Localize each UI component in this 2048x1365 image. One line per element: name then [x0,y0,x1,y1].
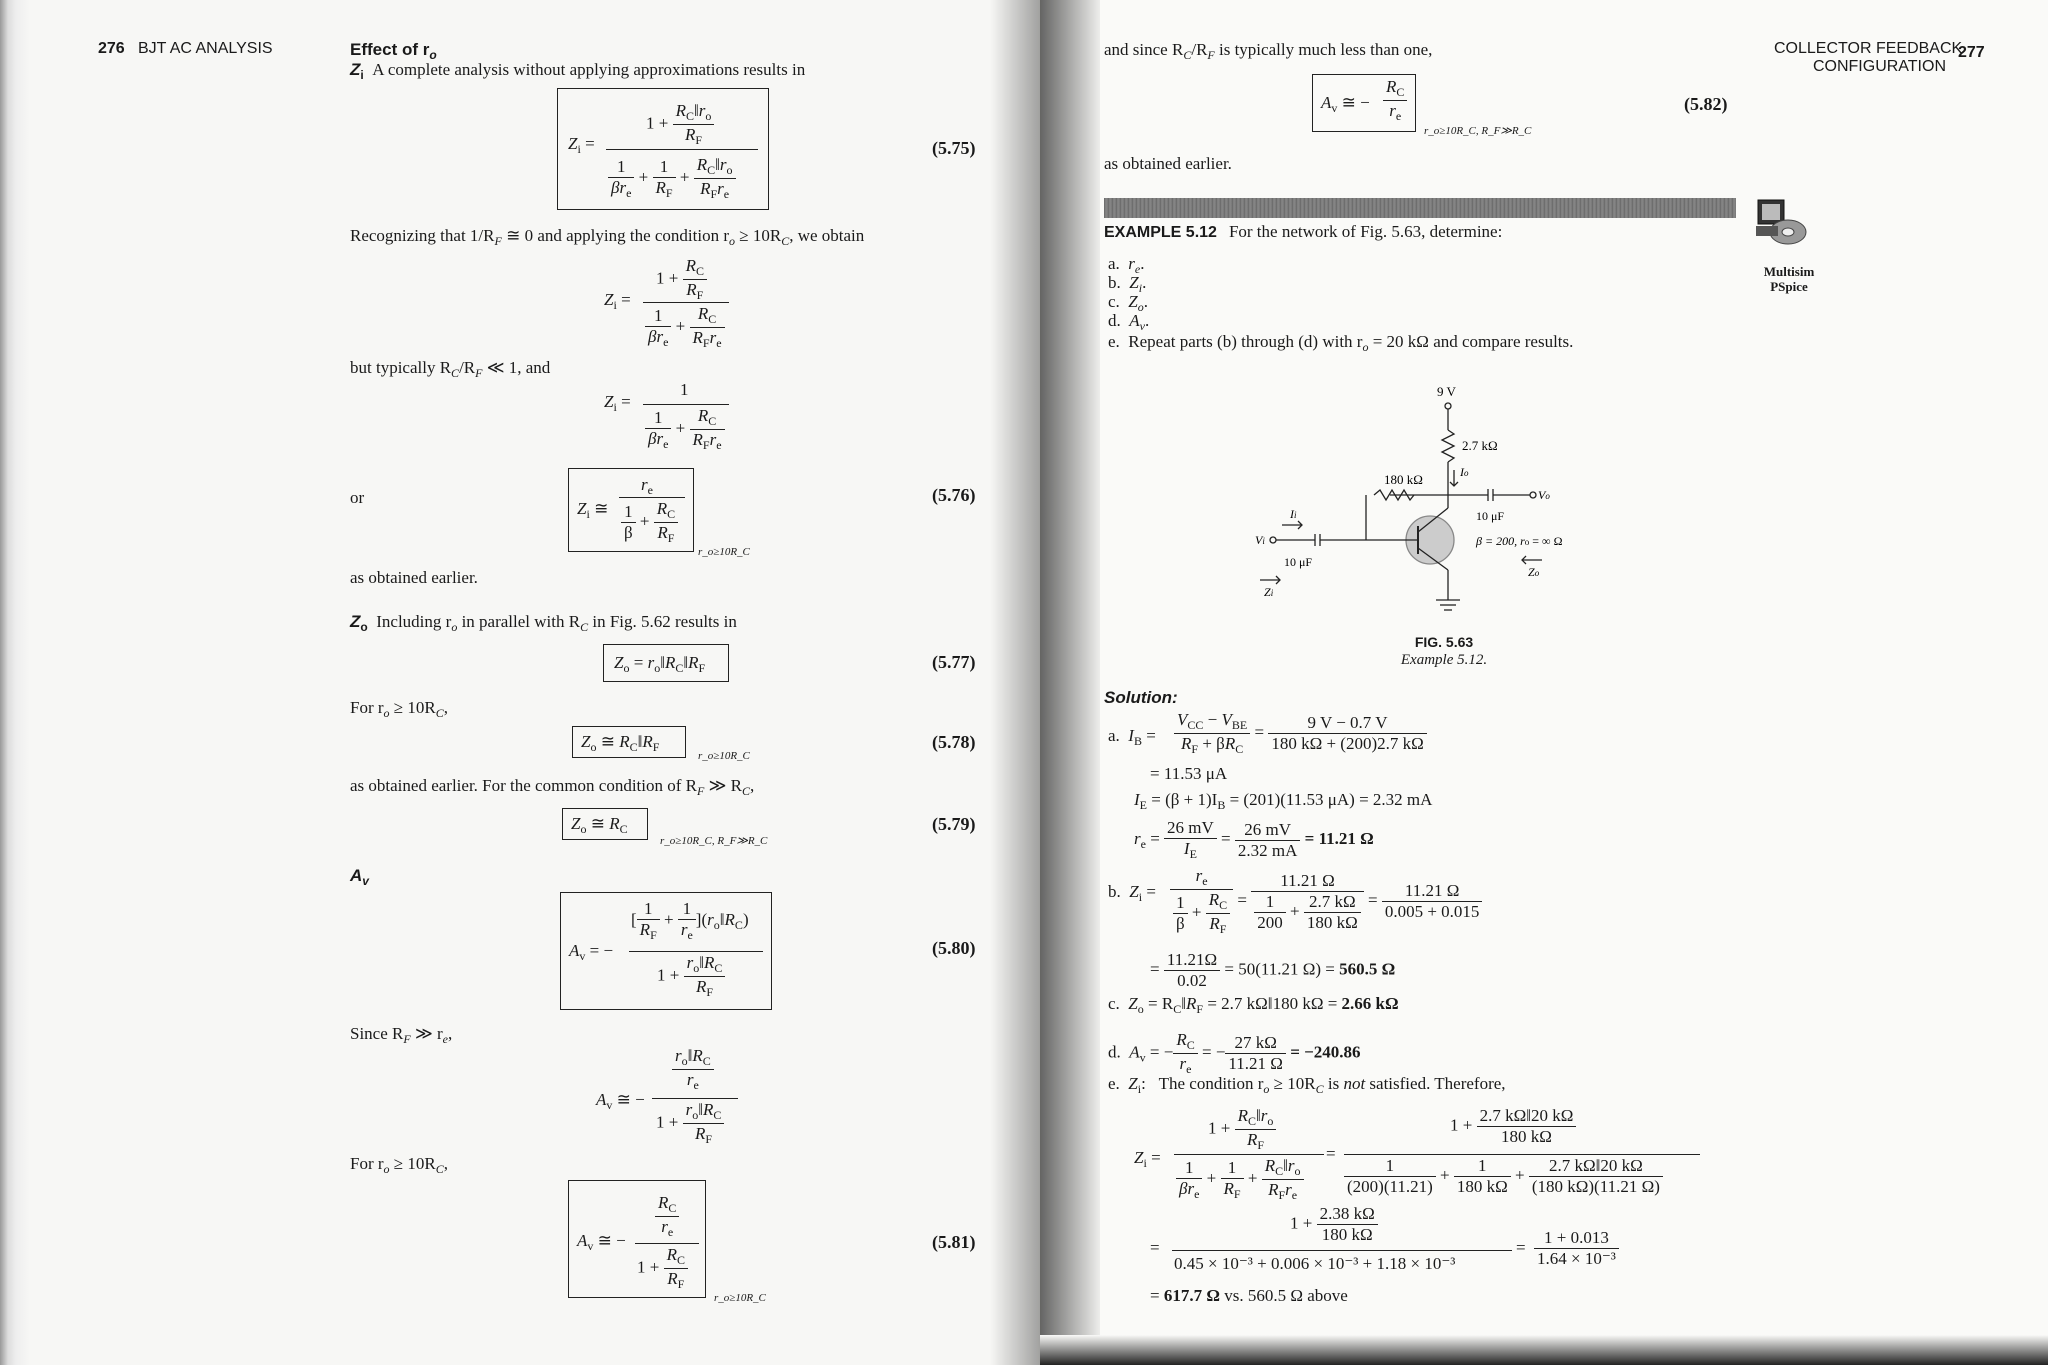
sol-a-re: $r_e$ = $\frac{26 mV}{I_E}$ = $\frac{26 mV}{2.32 mA}$ = 11.21 Ω [1134,818,1374,861]
sol-e-denominator: 0.45 × 10⁻³ + 0.006 × 10⁻³ + 1.18 × 10⁻³ [1174,1254,1456,1273]
vcc-label: 9 V [1437,384,1456,399]
equation-number-579: (5.79) [932,814,976,834]
solution-heading: Solution: [1104,688,1178,707]
circuit-diagram [1240,380,1620,620]
spine-shadow-right [1040,0,1100,1365]
running-head-right-2: CONFIGURATION [1812,58,1946,75]
part-d: d. $A_v$. [1108,311,1150,333]
rc-label: 2.7 kΩ [1462,438,1498,453]
equation-575-box: $Z_i$ = 1 + $\frac{R_C‖r_o}{R_F}$ $\frac{1}{\beta r_e}$ + $\frac{1}{R_F}$ + $\frac{R_C‖r_o}{R_Fr_e}$ [557,88,769,210]
running-head-right-1: COLLECTOR FEEDBACK [1774,40,1963,57]
sol-c-zo: c. $Z_o$ = $R_C‖R_F = 2.7$ kΩ‖180 kΩ = 2.66 kΩ [1108,994,1399,1016]
sol-a-ib: a. $I_B$ = [1108,726,1156,748]
zo-circuit-label: Zo [1528,565,1540,579]
intro-paragraph-right: and since $R_C/R_F$ is typically much less than one, [1104,40,1433,62]
but-typically-paragraph: but typically $R_C/R_F$ ≪ 1, and [350,358,551,380]
sol-a-ib-result: = 11.53 μA [1150,764,1228,783]
sol-b-result: = $\frac{11.21\Omega}{0.02}$ = 50(11.21 Ω) = 560.5 Ω [1150,950,1396,990]
figure-caption: Example 5.12. [1400,652,1488,668]
as-obtained-earlier-right: as obtained earlier. [1104,154,1232,173]
zo-paragraph: $Z_o$ Including $r_o$ in parallel with $R_C$ in Fig. 5.62 results in [350,612,737,634]
vi-label: Vi [1255,533,1265,547]
sol-e-intro: e. $Z_i$: The condition $r_o \ge 10R_C$ is not satisfied. Therefore, [1108,1074,1506,1096]
sol-b-zi: b. $Z_i$ = [1108,882,1156,904]
equation-582-box: $A_v$ ≅ − $\frac{R_C}{r_e}$ [1312,74,1416,132]
equation-579-box: $Z_o$ ≅ $R_C$ [562,808,648,840]
as-obtained-earlier-1: as obtained earlier. [350,568,478,587]
since-text: Since $R_F$ ≫ $r_e$, [350,1024,453,1046]
equation-number-576: (5.76) [932,485,976,505]
equation-number-578: (5.78) [932,732,976,752]
equation-number-577: (5.77) [932,652,976,672]
equation-581-box: $A_v$ ≅ − $\frac{R_C}{r_e}$ 1 + $\frac{R_C}{R_F}$ [568,1180,706,1298]
page-edge-left [0,0,30,1365]
section-heading: Effect of $r_o$ [350,40,437,62]
c1-label: 10 μF [1284,555,1313,569]
equation-number-580: (5.80) [932,938,976,958]
equation-number-582: (5.82) [1684,94,1728,114]
zi-equation-3: $Z_i$ = [604,392,631,414]
equation-number-581: (5.81) [932,1232,976,1252]
figure-label: FIG. 5.63 [1414,634,1474,650]
condition-579: r_o≥10R_C, R_F≫R_C [660,835,768,847]
part-a: a. $r_e$. [1108,254,1145,276]
condition-581: r_o≥10R_C [714,1292,766,1304]
equation-number-575: (5.75) [932,138,976,158]
or-text: or [350,488,365,507]
recognizing-paragraph: Recognizing that $1/R_F$ ≅ 0 and applying the condition $r_o \ge 10R_C$, we obtain [350,226,865,248]
sol-e-zi: $Z_i$ = [1134,1148,1161,1170]
equation-577-box: $Z_o$ = $r_o‖R_C‖R_F$ [603,644,729,682]
ii-label: Ii [1290,507,1297,521]
sol-d-av: d. $A_v$ = − $\frac{R_C}{r_e}$ = − $\frac{27 k\Omega}{11.21 \Omega}$ = −240.86 [1108,1030,1361,1076]
example-header-bar [1104,198,1736,218]
equation-578-box: $Z_o$ ≅ $R_C‖R_F$ [572,726,686,758]
for-ro-text-2: For $r_o \ge 10R_C$, [350,1154,448,1176]
condition-578: r_o≥10R_C [698,750,750,762]
zi-equation-2: $Z_i$ = [604,290,631,312]
example-statement: EXAMPLE 5.12 For the network of Fig. 5.63, determine: [1104,222,1503,241]
software-label-pspice: PSpice [1770,279,1808,294]
av-heading: $A_v$ [350,866,369,888]
condition-576: r_o≥10R_C [698,546,750,558]
io-label: Io [1460,465,1469,479]
zi-paragraph: $Z_i$ A complete analysis without applying approximations results in [350,60,806,82]
part-c: c. $Z_o$. [1108,292,1149,314]
av-equation-2: $A_v$ ≅ − [596,1090,645,1112]
sol-e-final: = 617.7 Ω vs. 560.5 Ω above [1150,1286,1348,1305]
part-b: b. $Z_i$. [1108,273,1147,295]
computer-icon [1752,196,1812,252]
zi-circuit-label: Zi [1264,585,1274,599]
beta-label: β = 200, ro = ∞ Ω [1476,534,1563,548]
page-bottom-edge [1040,1335,2048,1365]
rf-label: 180 kΩ [1384,472,1423,487]
vo-label: Vo [1538,488,1550,502]
c2-label: 10 μF [1476,509,1505,523]
as-obtained-earlier-2: as obtained earlier. For the common condition of $R_F$ ≫ $R_C$, [350,776,755,798]
for-ro-text-1: For $r_o \ge 10R_C$, [350,698,448,720]
equation-576-box: $Z_i$ ≅ $r_e$ $\frac{1}{\beta}$ + $\frac{R_C}{R_F}$ [568,468,694,552]
part-e: e. Repeat parts (b) through (d) with $r_o = 20$ kΩ and compare results. [1108,332,1574,354]
sol-a-ie: $I_E = (\beta + 1)I_B = (201)(11.53$ μA) = 2.32 mA [1134,790,1433,812]
spine-shadow-left [990,0,1040,1365]
page-number-left: 276 [98,40,125,57]
software-label-multisim: Multisim [1763,264,1815,279]
condition-582: r_o≥10R_C, R_F≫R_C [1424,125,1532,137]
running-head-left: BJT AC ANALYSIS [138,40,273,57]
equation-580-box: $A_v$ = − [ $\frac{1}{R_F}$ + $\frac{1}{r_e}$ ]$(r_o‖R_C)$ 1 + $\frac{r_o‖R_C}{R_F}$ [560,892,772,1010]
page-number-right: 277 [1958,44,1985,61]
